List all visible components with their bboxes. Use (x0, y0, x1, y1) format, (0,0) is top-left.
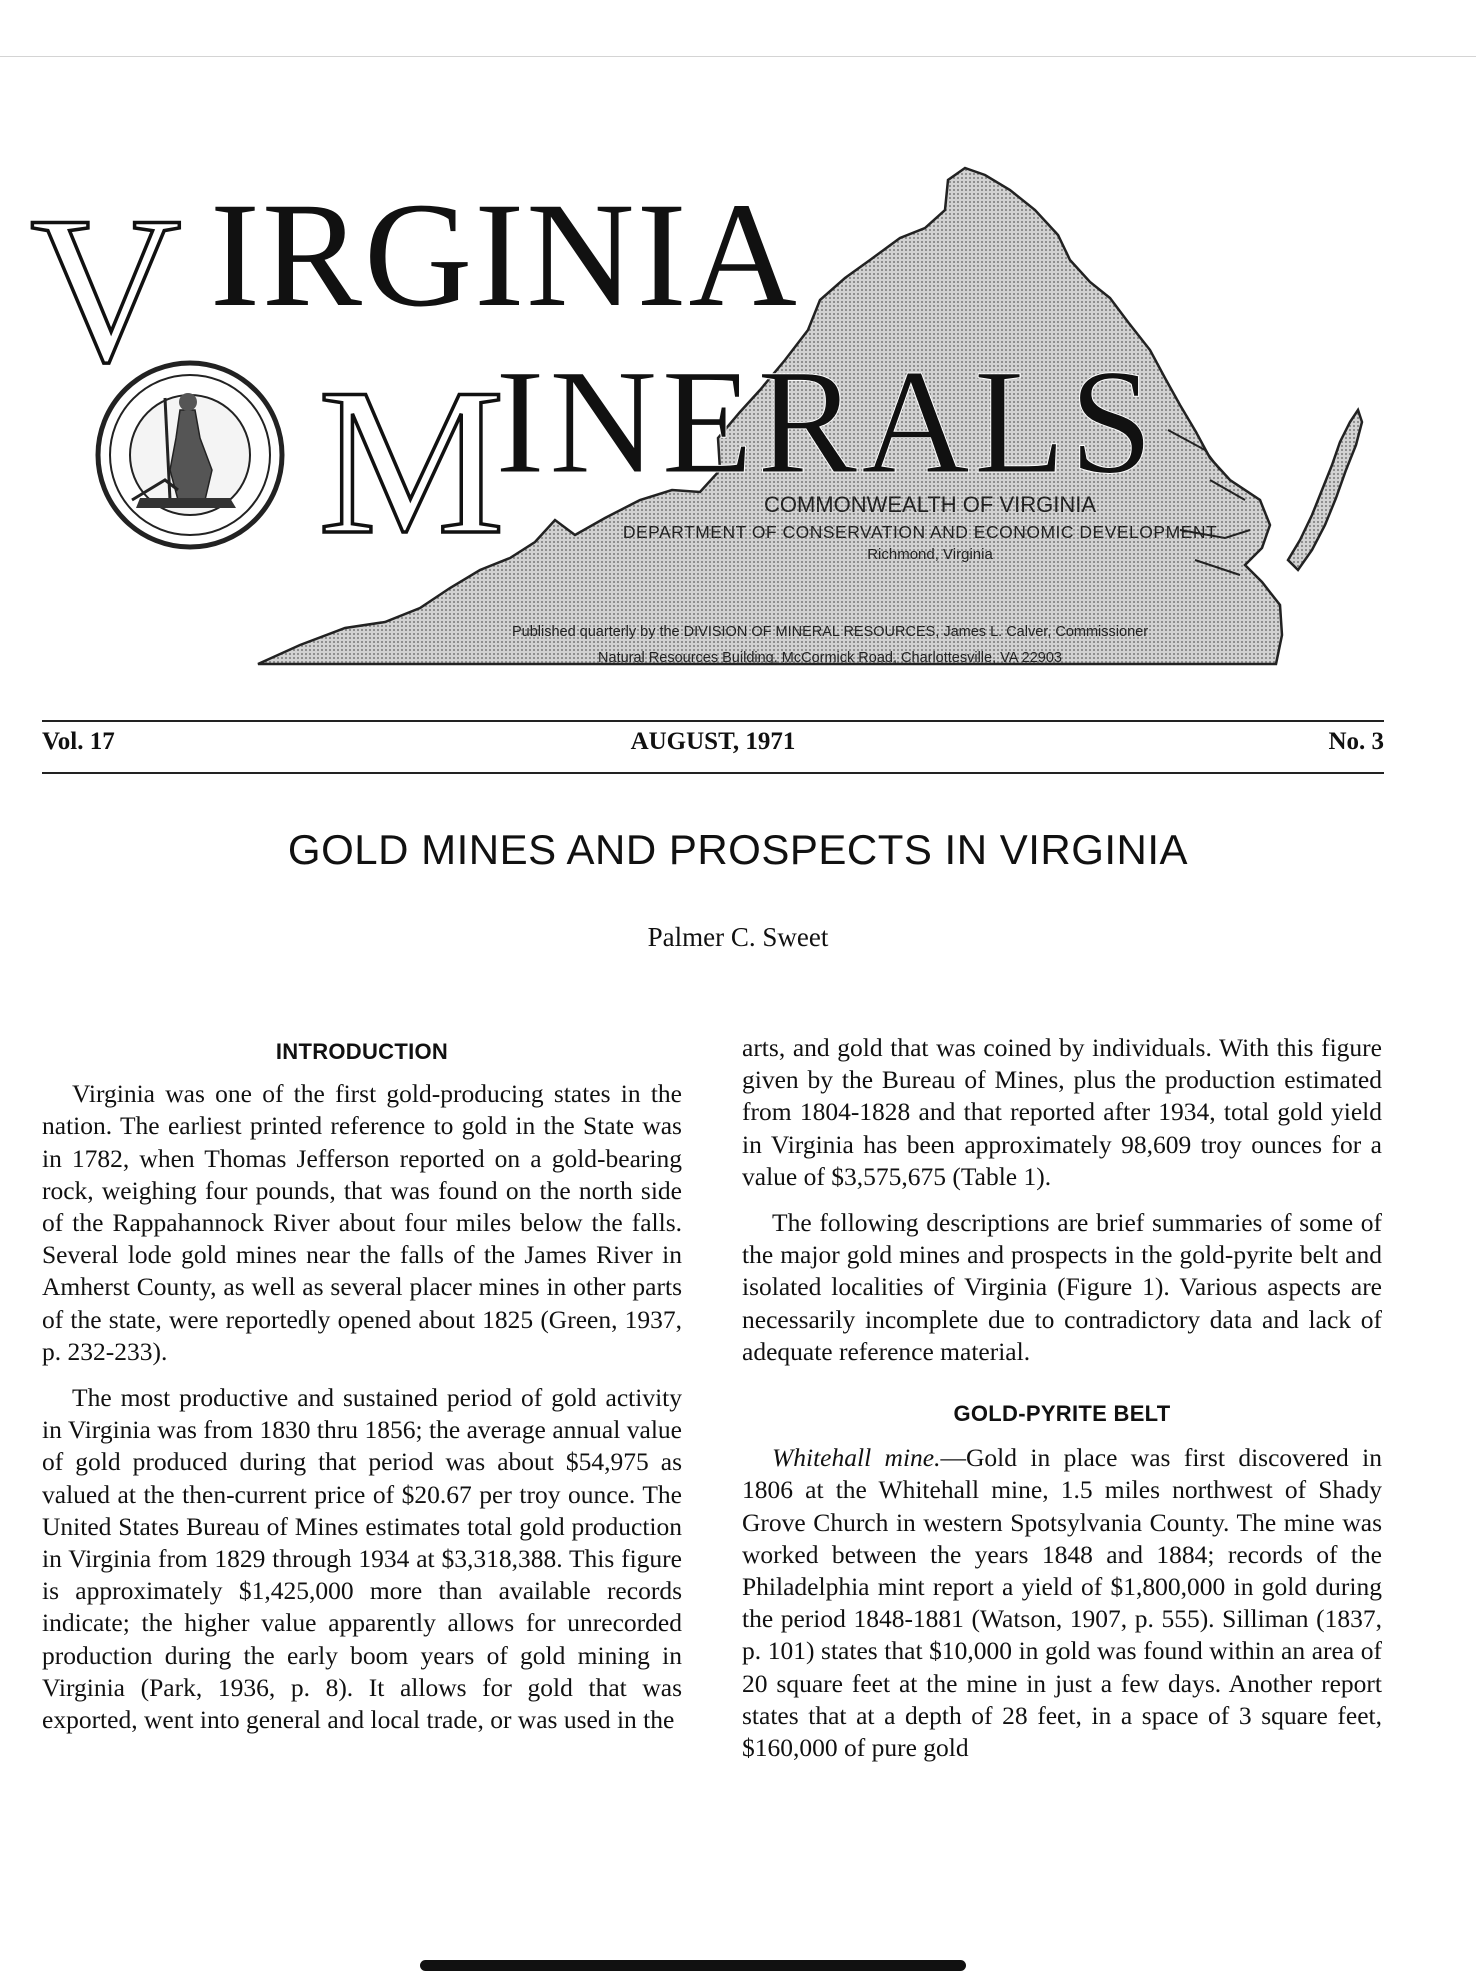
masthead (0, 60, 1476, 700)
masthead-title-virginia: IRGINIA (210, 172, 799, 338)
paragraph: arts, and gold that was coined by individuals. With this figure given by the Bureau of Mines, plus the production estimated from 1804-1828 and that reported after 1934, total gold yield in Virginia has been approximately 98,609 troy ounces for a value of $3,575,675 (Table 1). (742, 1033, 1382, 1191)
eastern-shore-shape (1288, 410, 1362, 570)
section-heading-introduction: INTRODUCTION (275, 1039, 449, 1064)
article-title: GOLD MINES AND PROSPECTS IN VIRGINIA (287, 826, 1189, 873)
paragraph: The most productive and sustained period of gold activity in Virginia was from 1830 thru 1856; the average annual value of gold produced during that period was about $54,975 as valued at the then-current price of $20.67 per troy ounce. The United States Bureau of Mines estimates total gold production in Virginia from 1829 through 1934 at $3,318,388. This figure is approximately $1,425,000 more than available records indicate; the higher value apparently allows for unrecorded production during the early boom years of gold mining in Virginia (Park, 1936, p. 8). It allows for gold that was exported, went into general and local trade, or was used in the (42, 1383, 682, 1735)
masthead-initial-v: V (30, 174, 182, 406)
whitehall-mine-lead: Whitehall mine. (772, 1443, 941, 1473)
article-author: Palmer C. Sweet (647, 922, 829, 952)
right-column (742, 1032, 1382, 1778)
masthead-artwork (0, 60, 1476, 700)
home-indicator[interactable] (420, 1960, 966, 1971)
paragraph: Virginia was one of the first gold-producing states in the nation. The earliest printed reference to gold in the State was in 1782, when Thomas Jefferson reported on a gold-bearing rock, weighing four pounds, that was found on the north side of the Rappahannock River about four miles below the falls. Several lode gold mines near the falls of the James River in Amherst County, as well as several placer mines in other parts of the state, were reportedly opened about 1825 (Green, 1937, p. 232-233). (42, 1079, 682, 1366)
left-column (42, 1032, 682, 1750)
issue-info-row (42, 728, 1384, 764)
masthead-title-minerals: INERALS (495, 339, 1155, 505)
department-label: DEPARTMENT OF CONSERVATION AND ECONOMIC DEVELOPMENT (622, 522, 1218, 542)
section-heading-gold-pyrite-belt: GOLD-PYRITE BELT (953, 1401, 1171, 1427)
issue-rule-top (42, 720, 1384, 722)
published-by-label: Published quarterly by the DIVISION OF MINERAL RESOURCES, James L. Calver, Commissioner (511, 624, 1149, 640)
issue-number: No. 3 (1328, 728, 1384, 755)
paragraph: The following descriptions are brief summaries of some of the major gold mines and prospects in the gold-pyrite belt and isolated localities of Virginia (Figure 1). Various aspects are necessarily incomplete due to contradictory data and lack of adequate reference material. (742, 1208, 1382, 1366)
masthead-initial-m: M (318, 346, 505, 578)
whitehall-mine-text: —Gold in place was first discovered in 1806 at the Whitehall mine, 1.5 miles northwest of Shady Grove Church in western Spotsylvania County. The mine was worked between the years 1848 and 1884; records of the Philadelphia mint report a yield of $1,800,000 in gold during the period 1848-1881 (Watson, 1907, p. 555). Silliman (1837, p. 101) states that $10,000 in gold was found within an area of 20 square feet at the mine in just a few days. Another report states that at a depth of 28 feet, in a space of 3 square feet, $160,000 of pure gold (742, 1443, 1383, 1763)
city-label: Richmond, Virginia (867, 546, 993, 563)
address-label: Natural Resources Building, McCormick Road, Charlottesville, VA 22903 (598, 650, 1062, 666)
viewer-top-bar (0, 0, 1476, 57)
paragraph-whitehall-mine (742, 1442, 1382, 1764)
commonwealth-label: COMMONWEALTH OF VIRGINIA (763, 492, 1097, 517)
volume-label: Vol. 17 (42, 728, 115, 755)
issue-rule-bottom (42, 772, 1384, 774)
issue-date: AUGUST, 1971 (630, 728, 796, 755)
